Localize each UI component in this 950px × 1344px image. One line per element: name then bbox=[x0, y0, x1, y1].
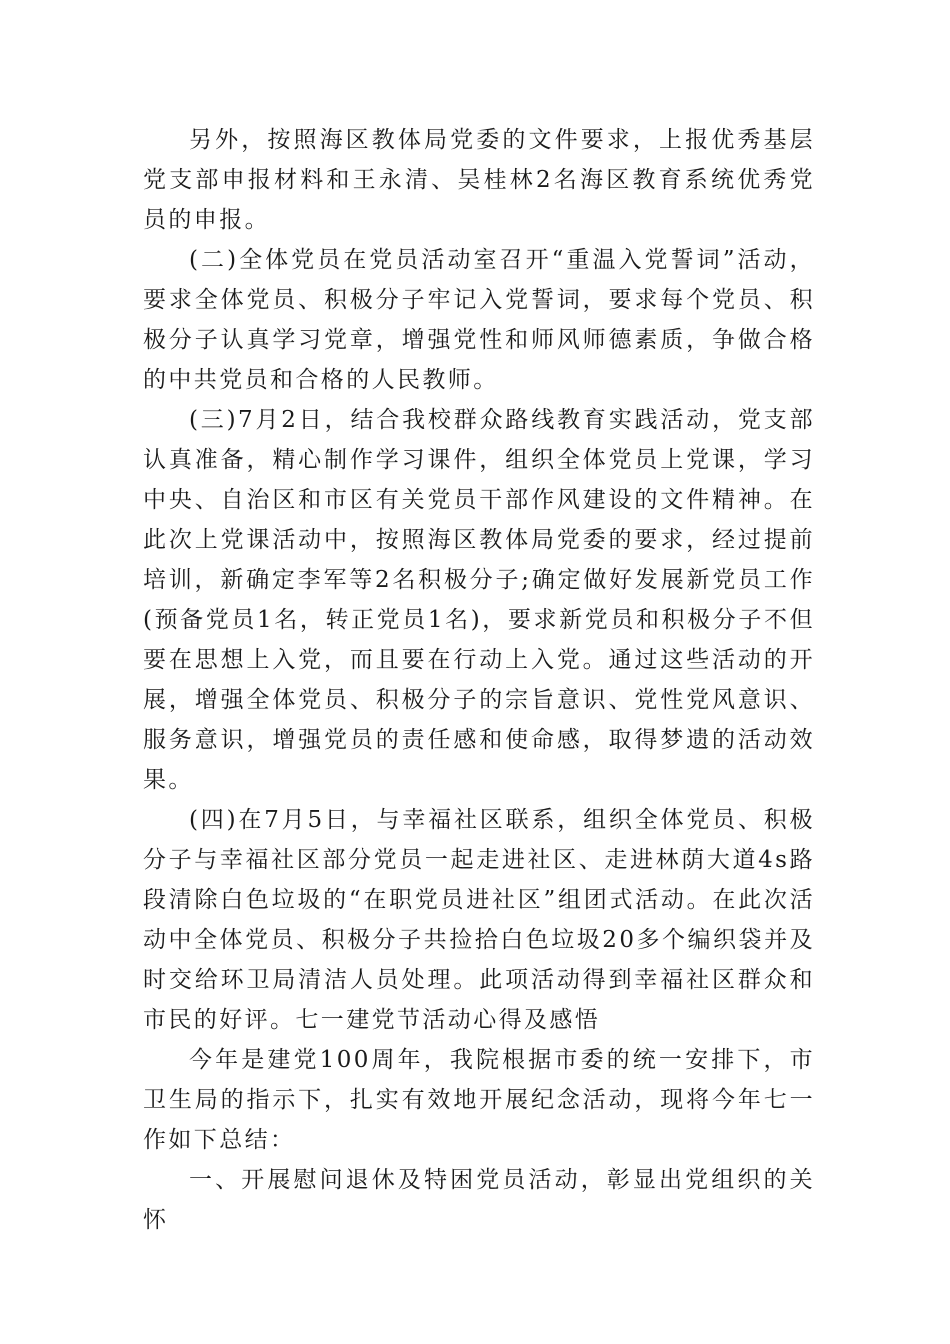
paragraph: (四)在7月5日，与幸福社区联系，组织全体党员、积极分子与幸福社区部分党员一起走进社区、走进林荫大道4s路段清除白色垃圾的“在职党员进社区”组团式活动。在此次活动中全体党员、积极分子共捡拾白色垃圾20多个编织袋并及时交给环卫局清洁人员处理。此项活动得到幸福社区群众和市民的好评。七一建党节活动心得及感悟 bbox=[143, 807, 815, 1033]
paragraph: 一、开展慰问退休及特困党员活动，彰显出党组织的关怀 bbox=[143, 1167, 815, 1233]
document-body bbox=[143, 120, 815, 1240]
paragraph: (二)全体党员在党员活动室召开“重温入党誓词”活动，要求全体党员、积极分子牢记入党誓词，要求每个党员、积极分子认真学习党章，增强党性和师风师德素质，争做合格的中共党员和合格的人民教师。 bbox=[143, 247, 815, 393]
paragraph: 今年是建党100周年，我院根据市委的统一安排下，市卫生局的指示下，扎实有效地开展纪念活动，现将今年七一作如下总结： bbox=[143, 1047, 815, 1153]
paragraph: 另外，按照海区教体局党委的文件要求，上报优秀基层党支部申报材料和王永清、吴桂林2名海区教育系统优秀党员的申报。 bbox=[143, 127, 815, 233]
paragraph: (三)7月2日，结合我校群众路线教育实践活动，党支部认真准备，精心制作学习课件，组织全体党员上党课，学习中央、自治区和市区有关党员干部作风建设的文件精神。在此次上党课活动中，按照海区教体局党委的要求，经过提前培训，新确定李军等2名积极分子;确定做好发展新党员工作(预备党员1名，转正党员1名)，要求新党员和积极分子不但要在思想上入党，而且要在行动上入党。通过这些活动的开展，增强全体党员、积极分子的宗旨意识、党性党风意识、服务意识，增强党员的责任感和使命感，取得梦遗的活动效果。 bbox=[143, 407, 815, 793]
